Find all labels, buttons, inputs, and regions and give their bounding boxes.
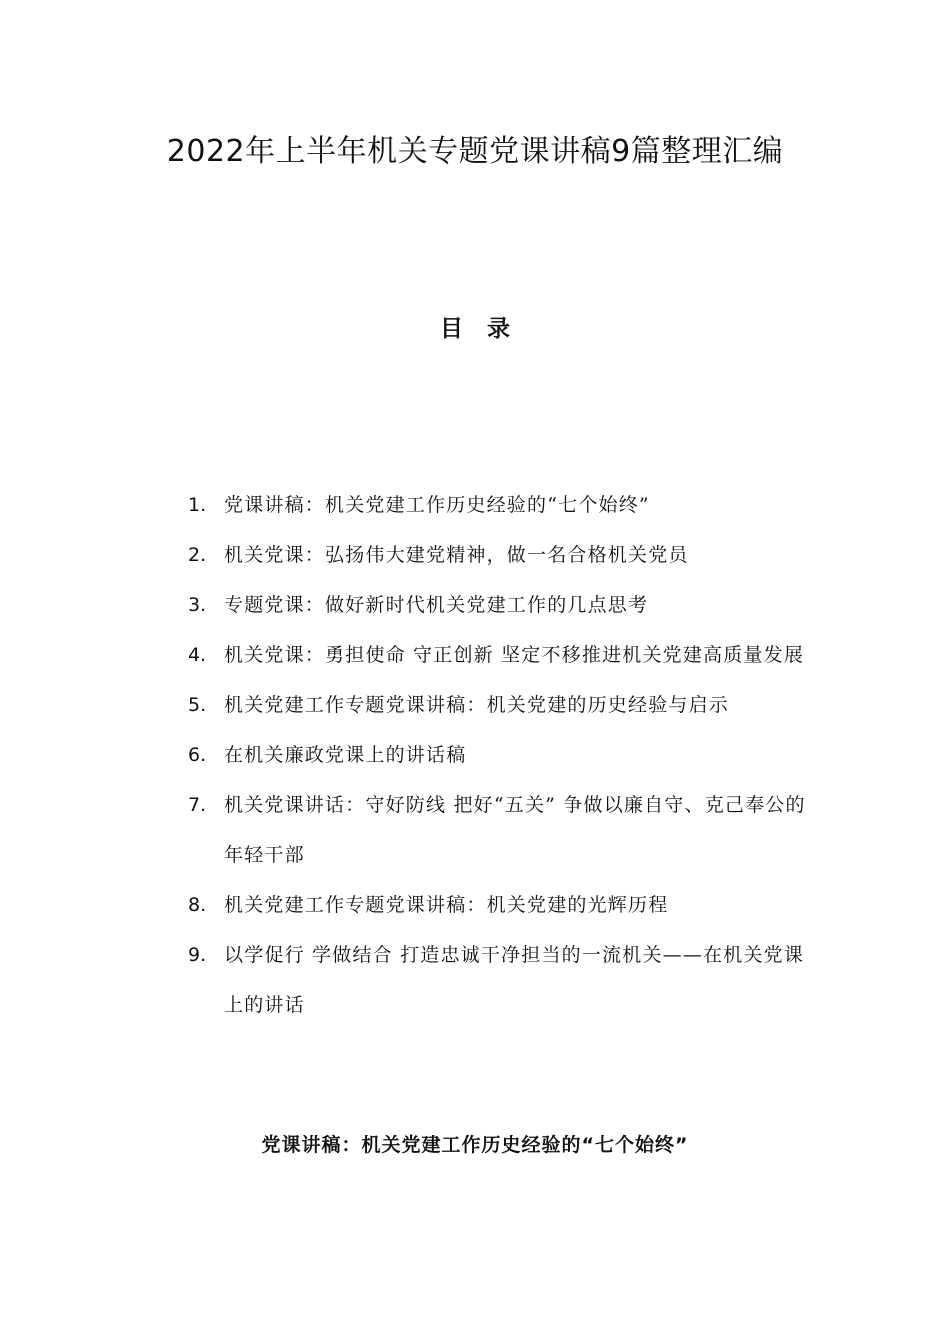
toc-item [188,880,818,930]
toc-item-text: 在机关廉政党课上的讲话稿 [224,744,467,766]
toc-item [188,930,818,1030]
toc-item [188,580,818,630]
toc-item [188,730,818,780]
toc-item [188,530,818,580]
toc-item-text: 机关党课：勇担使命 守正创新 坚定不移推进机关党建高质量发展 [224,644,805,666]
toc-item-number: 2. [188,544,207,566]
toc-item [188,630,818,680]
toc-heading [0,312,950,346]
toc-item-number: 3. [188,594,207,616]
toc-item-number: 4. [188,644,207,666]
toc-item [188,680,818,730]
toc-item [188,780,818,880]
toc-item-number: 5. [188,694,207,716]
toc-item-text: 专题党课：做好新时代机关党建工作的几点思考 [224,594,649,616]
toc-item-number: 6. [188,744,207,766]
toc-item-text: 机关党课：弘扬伟大建党精神，做一名合格机关党员 [224,544,689,566]
toc-heading-char: 录 [487,316,510,342]
toc-item-text: 机关党建工作专题党课讲稿：机关党建的历史经验与启示 [224,694,730,716]
toc-item-number: 1. [188,494,207,516]
document-title: 2022年上半年机关专题党课讲稿9篇整理汇编 [166,134,784,169]
table-of-contents [188,480,818,1030]
toc-item-number: 9. [188,944,207,966]
toc-item-text: 机关党建工作专题党课讲稿：机关党建的光辉历程 [224,894,669,916]
toc-item-text: 以学促行 学做结合 打造忠诚干净担当的一流机关——在机关党课上的讲话 [224,944,805,1016]
toc-heading-char: 目 [440,316,463,342]
section-title: 党课讲稿：机关党建工作历史经验的“七个始终” [261,1134,689,1156]
toc-item-number: 7. [188,794,207,816]
toc-item-text: 机关党课讲话：守好防线 把好“五关” 争做以廉自守、克己奉公的年轻干部 [224,794,806,866]
toc-item-number: 8. [188,894,207,916]
toc-item-text: 党课讲稿：机关党建工作历史经验的“七个始终” [224,494,650,516]
toc-item [188,480,818,530]
